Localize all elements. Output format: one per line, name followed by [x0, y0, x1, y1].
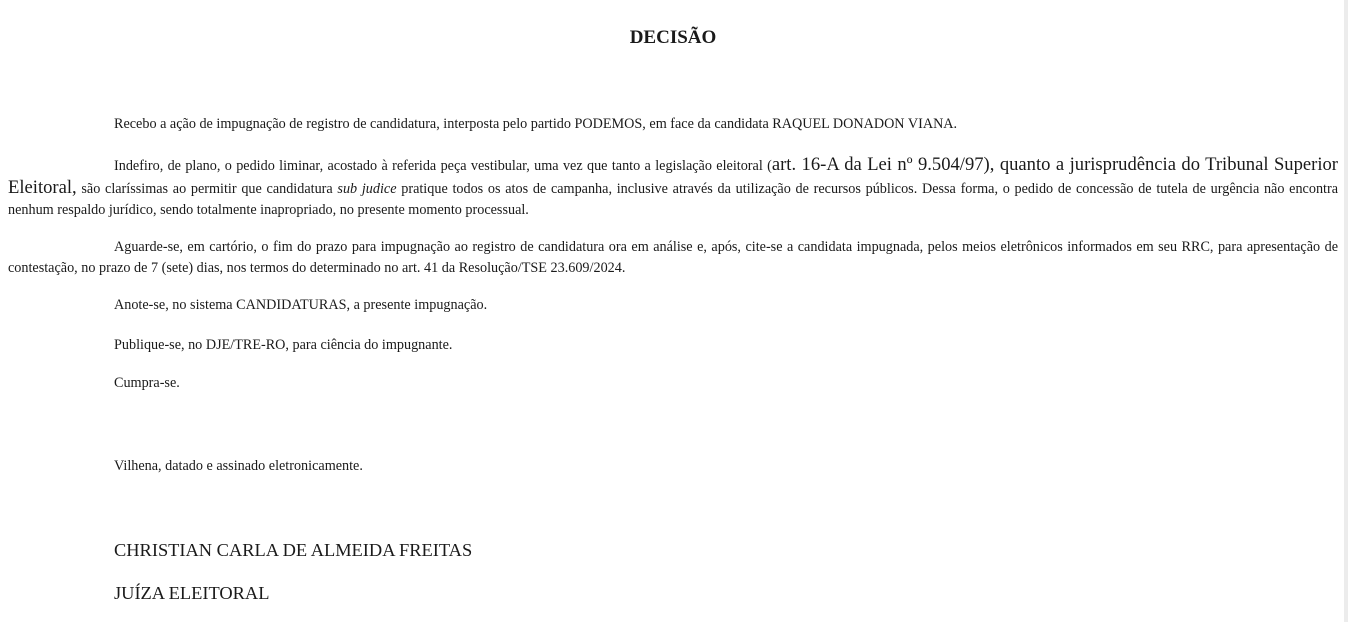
- paragraph-injunction-denied: [8, 154, 1338, 221]
- signature-role: JUÍZA ELEITORAL: [114, 583, 270, 603]
- paragraph-note-system: Anote-se, no sistema CANDIDATURAS, a presente impugnação.: [114, 297, 488, 313]
- paragraph-injunction-text-a: Indefiro, de plano, o pedido liminar, acostado à referida peça vestibular, uma vez que tanto a legislação eleitoral (: [114, 158, 772, 174]
- paragraph-publish: Publique-se, no DJE/TRE-RO, para ciência do impugnante.: [114, 337, 453, 353]
- paragraph-place-date: Vilhena, datado e assinado eletronicamente.: [114, 458, 363, 474]
- paragraph-injunction-text-e: pratique todos os atos de campanha, inclusive através da utilização de recursos públicos. Dessa forma, o pedido de concessão de tutela de urgência não encontra nenhum respaldo jurídico, sendo totalmente inapropriado, no presente momento processual.: [8, 181, 1339, 218]
- paragraph-injunction-sub-judice: sub judice: [337, 181, 397, 197]
- signature-name: CHRISTIAN CARLA DE ALMEIDA FREITAS: [114, 540, 473, 560]
- paragraph-await-deadline: Aguarde-se, em cartório, o fim do prazo para impugnação ao registro de candidatura ora em análise e, após, cite-se a candidata impugnada, pelos meios eletrônicos informados em seu RRC, para apresentação de contestação, no prazo de 7 (sete) dias, nos termos do determinado no art. 41 da Resolução/TSE 23.609/2024.: [8, 239, 1338, 276]
- paragraph-receipt: Recebo a ação de impugnação de registro de candidatura, interposta pelo partido PODEMOS, em face da candidata RAQUEL DONADON VIANA.: [114, 116, 958, 132]
- paragraph-injunction-text-c: são claríssimas ao permitir que candidatura: [76, 181, 338, 197]
- paragraph-comply: Cumpra-se.: [114, 375, 180, 391]
- document-title: DECISÃO: [629, 27, 717, 48]
- paragraph-injunction-legal-citation: art. 16-A da Lei nº 9.504/97), quanto a jurisprudência do Tribunal Superior Eleitoral,: [8, 154, 1338, 198]
- scrollbar[interactable]: [1344, 0, 1348, 622]
